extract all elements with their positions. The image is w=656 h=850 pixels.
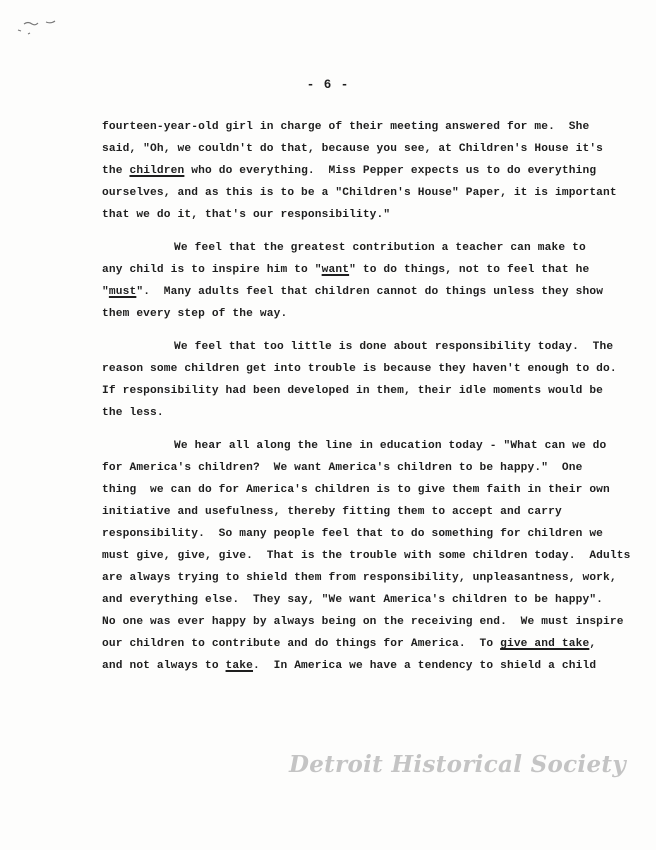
watermark: Detroit Historical Society: [288, 751, 626, 778]
paragraph-gap: [102, 226, 602, 237]
paragraph: [102, 237, 602, 325]
paragraph-gap: [102, 325, 602, 336]
text-line: them every step of the way.: [102, 308, 288, 320]
text-line: reason some children get into trouble is because they haven't enough to do.: [102, 363, 617, 375]
text-line: any child is to inspire him to "want" to do things, not to feel that he: [102, 264, 590, 276]
paragraph-gap: [102, 424, 602, 435]
text-line: said, "Oh, we couldn't do that, because you see, at Children's House it's: [102, 143, 604, 155]
underlined-word: children: [129, 165, 185, 177]
underlined-word: want: [321, 264, 350, 276]
paragraph: [102, 435, 631, 677]
text-line: that we do it, that's our responsibility.": [102, 209, 391, 221]
text-line: thing we can do for America's children is to give them faith in their own: [102, 484, 610, 496]
text-line: initiative and usefulness, thereby fitting them to accept and carry: [102, 506, 562, 518]
text-line: responsibility. So many people feel that to do something for children we: [102, 528, 604, 540]
paragraph: [102, 116, 617, 226]
text-line: ourselves, and as this is to be a "Children's House" Paper, it is important: [102, 187, 617, 199]
underlined-word: take: [225, 660, 254, 672]
text-line: the less.: [102, 407, 164, 419]
text-line: are always trying to shield them from responsibility, unpleasantness, work,: [102, 572, 617, 584]
text-line: for America's children? We want America's children to be happy." One: [102, 462, 583, 474]
text-line: and not always to take. In America we have a tendency to shield a child: [102, 660, 597, 672]
page-number: - 6 -: [306, 78, 350, 92]
paragraph: [102, 336, 617, 424]
underlined-word: must: [108, 286, 137, 298]
text-line: We feel that the greatest contribution a teacher can make to: [174, 242, 586, 254]
text-line: We feel that too little is done about responsibility today. The: [174, 341, 614, 353]
text-line: must give, give, give. That is the trouble with some children today. Adults: [102, 550, 631, 562]
text-line: "must". Many adults feel that children cannot do things unless they show: [102, 286, 604, 298]
text-line: If responsibility had been developed in them, their idle moments would be: [102, 385, 604, 397]
text-line: No one was ever happy by always being on the receiving end. We must inspire: [102, 616, 624, 628]
underlined-word: give and take: [500, 638, 590, 650]
text-line: We hear all along the line in education today - "What can we do: [174, 440, 607, 452]
pencil-mark: [6, 10, 76, 40]
text-line: fourteen-year-old girl in charge of their meeting answered for me. She: [102, 121, 590, 133]
text-line: and everything else. They say, "We want America's children to be happy".: [102, 594, 604, 606]
text-line: the children who do everything. Miss Pepper expects us to do everything: [102, 165, 597, 177]
text-line: our children to contribute and do things for America. To give and take,: [102, 638, 597, 650]
body-text: [102, 116, 631, 677]
